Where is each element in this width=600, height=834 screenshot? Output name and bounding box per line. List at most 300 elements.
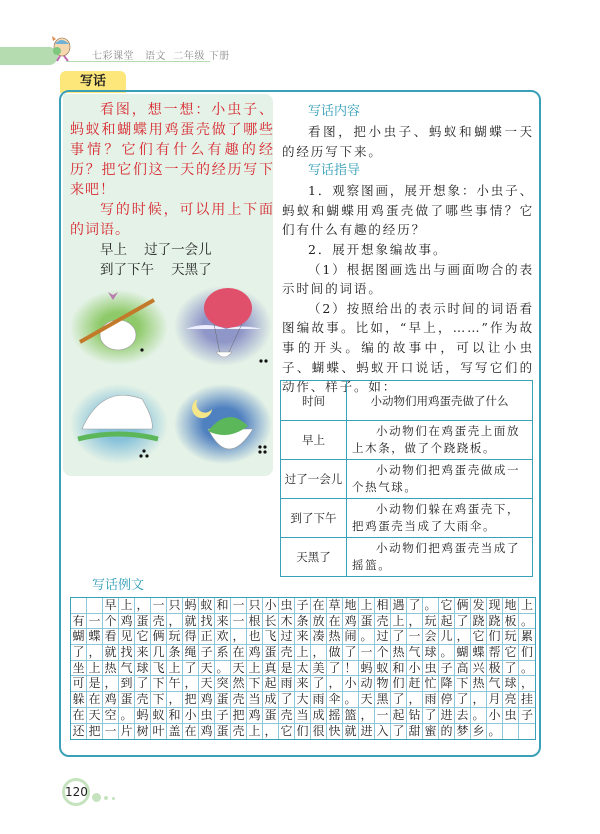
activity-cell: 小动物们躲在鸡蛋壳下，把鸡蛋壳当成了大雨伞。 [347, 499, 533, 538]
grid-cell: 极 [487, 661, 503, 677]
grid-cell: ， [263, 724, 279, 740]
prompt-para2: 写的时候，可以用上下面的词语。 [70, 202, 274, 238]
grid-cell: 气 [487, 676, 503, 692]
grid-cell: 气 [119, 661, 135, 677]
grid-cell: 子 [439, 661, 455, 677]
grid-cell: 在 [71, 708, 87, 724]
grid-cell: 天 [359, 692, 375, 708]
picture-seesaw [70, 290, 168, 365]
grid-cell: 有 [71, 614, 87, 630]
grid-cell: 下 [247, 676, 263, 692]
grid-cell: 跷 [487, 614, 503, 630]
decor-dot [104, 796, 108, 800]
grid-cell: 上 [520, 598, 533, 612]
grid-cell: 子 [199, 645, 215, 661]
grid-cell: 它 [439, 598, 455, 614]
time-cell: 过了一会儿 [281, 460, 347, 499]
grid-cell: 只 [247, 598, 263, 614]
activity-cell: 小动物们把鸡蛋壳当成了摇篮。 [347, 538, 533, 577]
grid-cell: 们 [487, 629, 503, 645]
grid-cell: 去 [455, 708, 471, 724]
grid-cell: 绳 [183, 645, 199, 661]
grid-cell: 蝶 [471, 645, 487, 661]
grid-cell: 累 [520, 629, 533, 644]
grid-cell: 很 [311, 724, 327, 740]
grid-cell: ， [167, 614, 183, 630]
grid-cell: 天 [231, 661, 247, 677]
grid-cell: 可 [71, 676, 87, 692]
table-header-row [281, 381, 533, 421]
series-name: 七彩课堂 [92, 51, 134, 62]
grid-cell: 是 [279, 661, 295, 677]
grid-cell: 条 [167, 645, 183, 661]
grid-cell: 当 [295, 708, 311, 724]
grid-cell: 入 [375, 724, 391, 740]
grid-cell: 壳 [231, 724, 247, 740]
grid-cell: 。 [520, 660, 533, 675]
grid-cell: 见 [119, 629, 135, 645]
grid-cell: 还 [71, 724, 87, 740]
grid-cell: 下 [151, 692, 167, 708]
grid-cell: 热 [103, 661, 119, 677]
grid-cell: 一 [375, 708, 391, 724]
grid-cell: 。 [215, 661, 231, 677]
grid-cell: 俩 [455, 598, 471, 614]
grid-cell: 蚂 [135, 708, 151, 724]
grid-cell: 球 [423, 645, 439, 661]
grid-cell: 板 [503, 614, 519, 630]
grid-cell: 片 [119, 724, 135, 740]
grid-cell: 欢 [215, 629, 231, 645]
grid-cell: 钻 [407, 708, 423, 724]
grid-cell: 上 [247, 724, 263, 740]
grid-cell: 在 [327, 614, 343, 630]
table-header: 时间 [281, 381, 347, 421]
grid-cell: 球 [503, 676, 519, 692]
grid-cell: 一 [151, 598, 167, 614]
grid-cell: 跷 [471, 614, 487, 630]
grid-cell: 了 [71, 645, 87, 661]
grid-cell: 上 [295, 645, 311, 661]
grid-cell: 小 [407, 661, 423, 677]
grid-cell: 在 [311, 598, 327, 614]
grid-cell: 上 [119, 598, 135, 614]
writing-guide [282, 102, 534, 397]
grid-cell: ， [87, 645, 103, 661]
grid-cell: 挂 [520, 692, 533, 707]
grid-cell: 壳 [279, 708, 295, 724]
grid-cell: 成 [311, 708, 327, 724]
grid-cell: 放 [311, 614, 327, 630]
grid-cell: ， [471, 692, 487, 708]
grid-cell [87, 598, 103, 614]
grid-cell: 一 [231, 614, 247, 630]
grid-cell: ， [231, 629, 247, 645]
table-row [281, 460, 533, 499]
table-row [281, 421, 533, 460]
grid-cell: 小 [487, 708, 503, 724]
grid-cell: 了 [343, 645, 359, 661]
grid-cell: 系 [215, 645, 231, 661]
grid-cell: 壳 [279, 645, 295, 661]
grid-cell: 小 [343, 676, 359, 692]
grid-cell: 长 [263, 614, 279, 630]
grid-cell: 地 [343, 598, 359, 614]
time-cell: 早上 [281, 421, 347, 460]
grid-cell: 鸡 [199, 692, 215, 708]
grid-cell: 鸡 [343, 614, 359, 630]
grid-cell: ， [520, 676, 533, 691]
grid-cell: 。 [471, 708, 487, 724]
grid-cell: 壳 [135, 692, 151, 708]
grid-cell: 上 [247, 661, 263, 677]
grid-cell: 凑 [311, 629, 327, 645]
grid-cell: 做 [327, 645, 343, 661]
prompt-text [70, 100, 274, 280]
grid-cell: 鸡 [247, 708, 263, 724]
grid-cell: 天 [199, 676, 215, 692]
grid-cell: ！ [343, 661, 359, 677]
grid-cell: 动 [359, 676, 375, 692]
grid-cell: 气 [407, 645, 423, 661]
grid-cell: 起 [263, 676, 279, 692]
grid-cell: 来 [295, 676, 311, 692]
grid-cell: 几 [151, 645, 167, 661]
grid-cell: 。 [423, 598, 439, 614]
grid-cell: 玩 [167, 629, 183, 645]
grid-cell: 太 [295, 661, 311, 677]
grid-cell: 。 [439, 645, 455, 661]
grid-cell: 会 [423, 629, 439, 645]
grid-cell: 蚁 [151, 708, 167, 724]
grid-cell: 亮 [503, 692, 519, 708]
grid-cell: 一 [103, 724, 119, 740]
grid-cell: 热 [327, 629, 343, 645]
grid-cell [71, 598, 87, 614]
grid-cell: 蛋 [215, 692, 231, 708]
grid-cell: 进 [359, 724, 375, 740]
grid-cell: 蛋 [215, 724, 231, 740]
grid-cell: 和 [391, 661, 407, 677]
grid-cell: 蛋 [263, 708, 279, 724]
grid-cell: 根 [247, 614, 263, 630]
grid-cell: 它 [503, 645, 519, 661]
grid-cell: 热 [391, 645, 407, 661]
grid-cell: 来 [295, 629, 311, 645]
grid-cell: 坐 [71, 661, 87, 677]
grid-cell: ， [103, 676, 119, 692]
grid-cell: 赶 [407, 676, 423, 692]
grid-cell: ， [455, 629, 471, 645]
grid-cell: 蛋 [359, 614, 375, 630]
grid-cell: 午 [167, 676, 183, 692]
running-header [92, 47, 230, 62]
grid-cell: 真 [263, 661, 279, 677]
grid-cell: 闹 [343, 629, 359, 645]
example-heading: 写话例文 [92, 578, 145, 593]
grid-cell: 了 [135, 676, 151, 692]
grid-cell: 和 [215, 598, 231, 614]
table-header: 小动物们用鸡蛋壳做了什么 [347, 381, 533, 421]
grid-cell: 子 [215, 708, 231, 724]
grid-cell: 一 [359, 645, 375, 661]
grid-cell: 当 [247, 692, 263, 708]
grid-cell: ， [327, 676, 343, 692]
grid-cell [503, 724, 519, 740]
grid-cell: 条 [295, 614, 311, 630]
grid-cell: 伞 [327, 692, 343, 708]
grid-cell: 蚁 [375, 661, 391, 677]
subject: 语文 [145, 51, 167, 62]
picture-hot-air-balloon [174, 286, 272, 366]
grid-cell: 和 [167, 708, 183, 724]
word-list-line1: 早上 过了一会儿 [100, 242, 212, 258]
grid-cell: 来 [215, 614, 231, 630]
writing-grid [70, 597, 536, 740]
grid-cell: 进 [439, 708, 455, 724]
grid-cell: 鸡 [199, 724, 215, 740]
grid-cell: 飞 [263, 629, 279, 645]
grid-cell: 小 [183, 708, 199, 724]
grid-cell: 它 [279, 724, 295, 740]
grid-cell: 甜 [407, 724, 423, 740]
grid-cell: 。 [343, 692, 359, 708]
grid-cell: 俩 [151, 629, 167, 645]
grid-cell: 。 [359, 629, 375, 645]
time-cell: 到了下午 [281, 499, 347, 538]
picture-umbrella [70, 384, 168, 464]
guide-step2a: （1）根据图画选出与画面吻合的表示时间的词语。 [282, 261, 534, 297]
grid-cell: 然 [231, 676, 247, 692]
grid-cell: 帮 [487, 645, 503, 661]
grid-cell: 来 [135, 645, 151, 661]
grid-cell: 物 [375, 676, 391, 692]
grid-cell: 快 [327, 724, 343, 740]
grid-cell: 早 [103, 598, 119, 614]
grid-cell: 把 [87, 724, 103, 740]
grid-cell: 发 [471, 598, 487, 614]
grid-cell: 蛋 [263, 645, 279, 661]
grid-cell: 木 [279, 614, 295, 630]
grid-cell: 的 [439, 724, 455, 740]
grid-cell: 蝶 [87, 629, 103, 645]
table-row [281, 538, 533, 577]
grid-cell: 玩 [503, 629, 519, 645]
mascot-icon [48, 34, 74, 62]
grid-cell: 鸡 [103, 692, 119, 708]
grid-cell: 壳 [231, 692, 247, 708]
grid-cell: 大 [295, 692, 311, 708]
grid-cell: 一 [407, 629, 423, 645]
grid-cell: 了 [455, 614, 471, 630]
grid-cell: 们 [520, 645, 533, 660]
grid-cell: 上 [391, 614, 407, 630]
grid-cell: 了 [279, 692, 295, 708]
grid-cell [519, 724, 535, 740]
grid-cell: 蚁 [199, 598, 215, 614]
grid-cell: 虫 [503, 708, 519, 724]
grid-cell: 成 [263, 692, 279, 708]
grid-cell: 。 [119, 708, 135, 724]
grid-cell: 子 [295, 598, 311, 614]
grid-cell: 个 [103, 614, 119, 630]
grid-cell: 了 [391, 692, 407, 708]
grid-cell: 了 [183, 661, 199, 677]
grid-cell: 上 [167, 661, 183, 677]
grid-cell: 得 [183, 629, 199, 645]
activity-cell: 小动物们把鸡蛋壳做成一个热气球。 [347, 460, 533, 499]
grid-cell: 起 [439, 614, 455, 630]
grid-cell: 壳 [151, 614, 167, 630]
grid-cell: 了 [407, 598, 423, 614]
grid-cell: 把 [231, 708, 247, 724]
guide-heading: 写话指导 [308, 163, 361, 179]
grid-cell: 在 [183, 724, 199, 740]
grid-cell: 月 [487, 692, 503, 708]
picture-cradle [174, 384, 272, 464]
grid-cell: 正 [199, 629, 215, 645]
grid-cell: 鸡 [119, 614, 135, 630]
grid-cell: 兴 [471, 661, 487, 677]
grid-cell: 也 [247, 629, 263, 645]
content-heading: 写话内容 [308, 104, 361, 119]
grid-cell: 地 [503, 598, 519, 614]
grid-cell: 突 [215, 676, 231, 692]
picture-grid [68, 284, 273, 474]
grid-cell: 蜜 [423, 724, 439, 740]
grid-cell: 是 [87, 676, 103, 692]
grid-cell: 上 [359, 598, 375, 614]
example-table [280, 380, 533, 577]
grid-cell: 。 [487, 724, 503, 740]
grid-cell: 蛋 [119, 692, 135, 708]
grid-cell: 了 [311, 676, 327, 692]
grid-cell: 一 [87, 614, 103, 630]
grid-cell: 虫 [423, 661, 439, 677]
grid-cell: 躲 [71, 692, 87, 708]
grid-cell: 蝴 [71, 629, 87, 645]
grid-cell: 儿 [439, 629, 455, 645]
grid-cell: 了 [503, 661, 519, 677]
grid-cell: 忙 [423, 676, 439, 692]
grid-cell: ， [167, 692, 183, 708]
grid-cell: 雨 [423, 692, 439, 708]
grid-cell: 就 [103, 645, 119, 661]
grid-cell: 了 [455, 692, 471, 708]
grid-cell: 只 [167, 598, 183, 614]
grid-cell: 摇 [327, 708, 343, 724]
grid-cell: 高 [455, 661, 471, 677]
grid-cell: 遇 [391, 598, 407, 614]
content-text: 看图，把小虫子、蚂蚁和蝴蝶一天的经历写下来。 [282, 124, 534, 159]
grid-cell: 篮 [343, 708, 359, 724]
grid-cell: 叶 [151, 724, 167, 740]
grid-cell: 一 [231, 598, 247, 614]
grid-cell: 小 [263, 598, 279, 614]
prompt-para1: 看图，想一想：小虫子、蚂蚁和蝴蝶用鸡蛋壳做了哪些事情？它们有什么有趣的经历？把它们这一天的经历写下来吧！ [70, 102, 274, 198]
grid-cell: 相 [375, 598, 391, 614]
grid-cell: 虫 [279, 598, 295, 614]
grid-cell: 到 [119, 676, 135, 692]
grid-cell: 鸡 [247, 645, 263, 661]
grid-cell: 就 [343, 724, 359, 740]
grid-cell: 们 [295, 724, 311, 740]
grid-cell: ， [359, 708, 375, 724]
grid-cell: 壳 [375, 614, 391, 630]
grid-cell: 在 [87, 692, 103, 708]
grid-cell: 它 [135, 629, 151, 645]
activity-cell: 小动物们在鸡蛋壳上面放上木条，做了个跷跷板。 [347, 421, 533, 460]
grid-cell: 就 [183, 614, 199, 630]
grid-cell: 下 [455, 676, 471, 692]
page-number: 120 [62, 778, 90, 806]
grid-cell: 现 [487, 598, 503, 614]
grid-cell: 虫 [199, 708, 215, 724]
grid-cell: 看 [103, 629, 119, 645]
grid-cell: 。 [520, 613, 533, 628]
grid-cell: 起 [391, 708, 407, 724]
grid-cell: 雨 [279, 676, 295, 692]
section-tab: 写话 [60, 71, 126, 93]
grid-cell: 美 [311, 661, 327, 677]
grid-cell: 蛋 [135, 614, 151, 630]
grid-cell: 蚂 [359, 661, 375, 677]
grid-cell: 了 [391, 629, 407, 645]
grid-cell: 了 [423, 708, 439, 724]
grid-cell: 找 [199, 614, 215, 630]
grade: 二年级 下册 [173, 51, 230, 62]
grid-cell: 玩 [423, 614, 439, 630]
decor-dot [92, 793, 101, 802]
grid-cell: ， [407, 614, 423, 630]
grid-cell: 过 [279, 629, 295, 645]
decor-dot [112, 797, 115, 800]
grid-cell: 蝴 [455, 645, 471, 661]
grid-cell: 雨 [311, 692, 327, 708]
grid-cell: 黑 [375, 692, 391, 708]
guide-step2: 2．展开想象编故事。 [308, 241, 448, 257]
grid-cell: 树 [135, 724, 151, 740]
grid-cell: 盖 [167, 724, 183, 740]
grid-cell: 们 [391, 676, 407, 692]
grid-cell: 飞 [151, 661, 167, 677]
word-list-line2: 到了下午 天黑了 [100, 262, 212, 278]
grid-cell: 空 [103, 708, 119, 724]
time-cell: 天黑了 [281, 538, 347, 577]
grid-cell: 子 [520, 707, 533, 722]
grid-cell: 个 [375, 645, 391, 661]
grid-cell: 降 [439, 676, 455, 692]
grid-cell: 它 [471, 629, 487, 645]
grid-cell: 热 [471, 676, 487, 692]
guide-step2b: （2）按照给出的表示时间的词语看图编故事。比如，“早上，……”作为故事的开头。编的故事中，可以让小虫子、蝴蝶、蚂蚁开口说话，写写它们的动作、样子。如： [282, 300, 534, 395]
grid-cell: 蚂 [183, 598, 199, 614]
grid-cell: 下 [151, 676, 167, 692]
table-row [281, 499, 533, 538]
grid-cell: 把 [183, 692, 199, 708]
grid-cell: 了 [391, 724, 407, 740]
grid-cell: 找 [119, 645, 135, 661]
guide-step1: 1．观察图画，展开想象：小虫子、蚂蚁和蝴蝶用鸡蛋壳做了哪些事情？它们有什么有趣的经历？ [282, 183, 534, 238]
grid-cell: 梦 [455, 724, 471, 740]
grid-cell: 球 [135, 661, 151, 677]
grid-cell: 在 [231, 645, 247, 661]
grid-cell: 天 [87, 708, 103, 724]
grid-cell: 过 [375, 629, 391, 645]
grid-cell: 草 [327, 598, 343, 614]
grid-cell: ， [311, 645, 327, 661]
grid-cell: 上 [87, 661, 103, 677]
